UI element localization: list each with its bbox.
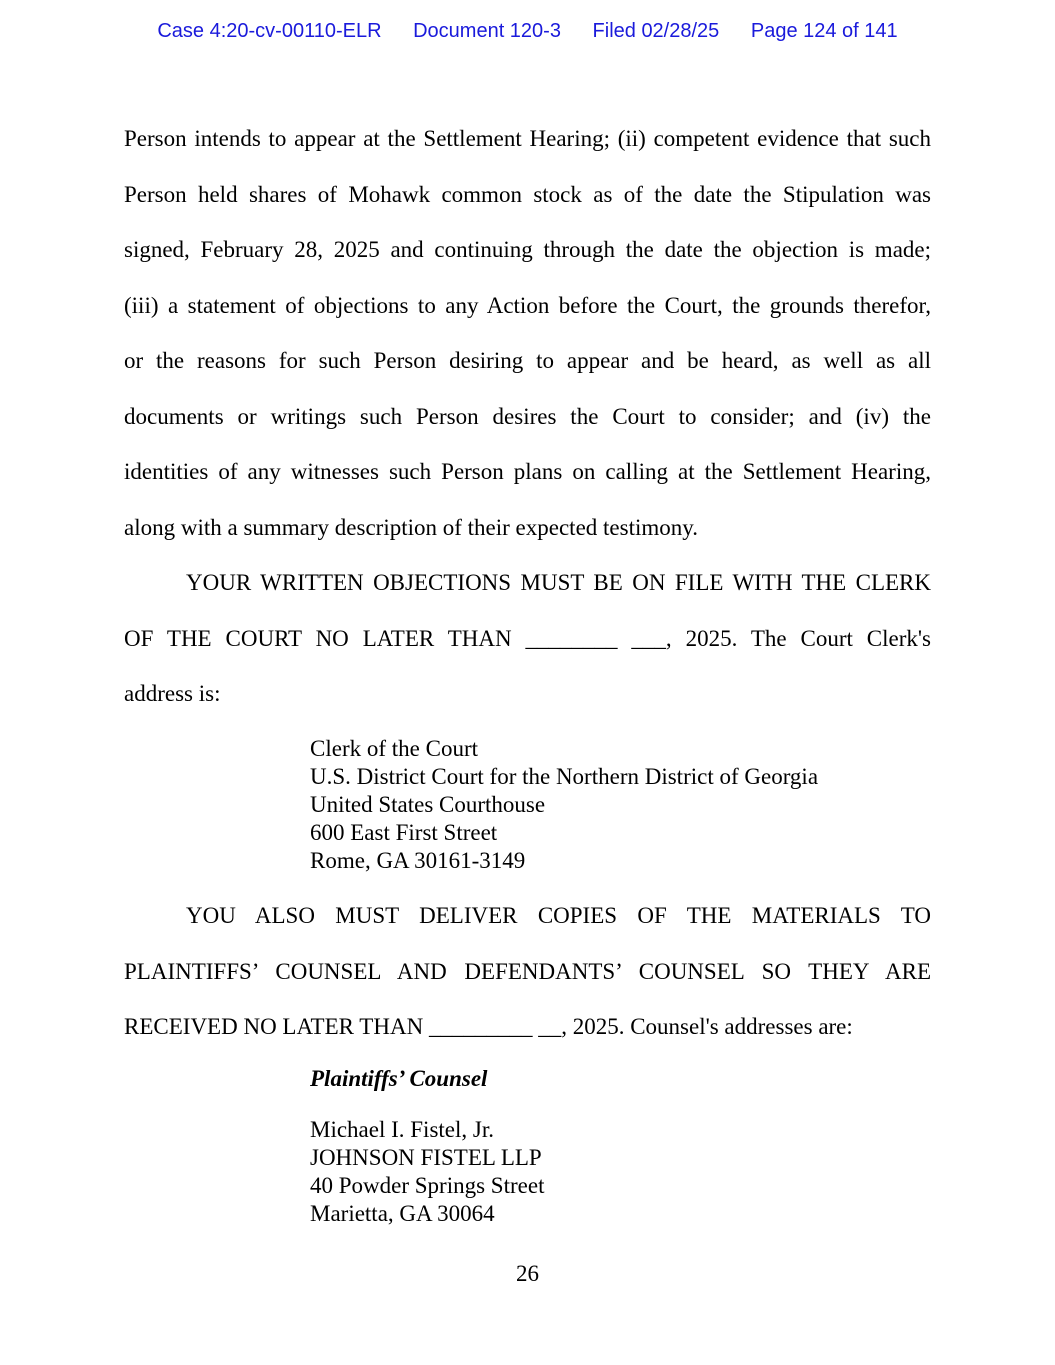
address-line: Rome, GA 30161-3149: [310, 848, 526, 873]
address-line: Clerk of the Court: [310, 736, 478, 761]
text-line: Person held shares of Mohawk common stock as of the date the Stipulation was: [124, 181, 931, 207]
address-line: Marietta, GA 30064: [310, 1201, 495, 1226]
address-line: U.S. District Court for the Northern District of Georgia: [310, 764, 819, 789]
text-line: RECEIVED NO LATER THAN _________ __, 2025. Counsel's addresses are:: [124, 1014, 853, 1039]
filed-date: Filed 02/28/25: [592, 20, 720, 42]
address-line: 600 East First Street: [310, 820, 498, 845]
page-count: Page 124 of 141: [750, 20, 898, 42]
ecf-filing-header: [0, 20, 1055, 43]
text-line: identities of any witnesses such Person plans on calling at the Settlement Hearing,: [124, 459, 931, 484]
delivery-deadline-paragraph: [124, 888, 931, 1055]
case-number: Case 4:20-cv-00110-ELR: [157, 20, 382, 42]
objection-requirements-paragraph: [124, 111, 931, 555]
text-line: YOUR WRITTEN OBJECTIONS MUST BE ON FILE WITH THE CLERK: [186, 570, 931, 595]
filing-deadline-paragraph: [124, 555, 931, 722]
text-line: PLAINTIFFS’ COUNSEL AND DEFENDANTS’ COUNSEL SO THEY ARE: [124, 958, 931, 984]
clerk-address: [310, 735, 818, 875]
address-line: 40 Powder Springs Street: [310, 1173, 545, 1198]
text-line: YOU ALSO MUST DELIVER COPIES OF THE MATERIALS TO: [186, 903, 931, 928]
text-line: documents or writings such Person desires the Court to consider; and (iv) the: [124, 403, 931, 429]
page-number: 26: [516, 1261, 539, 1286]
address-line: United States Courthouse: [310, 792, 546, 817]
plaintiffs-counsel-heading: Plaintiffs’ Counsel: [310, 1066, 488, 1091]
text-line: along with a summary description of their expected testimony.: [124, 514, 699, 540]
document-number: Document 120-3: [413, 20, 561, 42]
address-line: JOHNSON FISTEL LLP: [310, 1145, 542, 1170]
text-line: or the reasons for such Person desiring to appear and be heard, as well as all: [124, 348, 931, 373]
address-line: Michael I. Fistel, Jr.: [310, 1117, 494, 1142]
text-line: (iii) a statement of objections to any Action before the Court, the grounds therefor,: [124, 292, 931, 318]
plaintiffs-counsel-address: [310, 1116, 544, 1228]
text-line: Person intends to appear at the Settlement Hearing; (ii) competent evidence that such: [124, 126, 931, 151]
text-line: OF THE COURT NO LATER THAN ________ ___, 2025. The Court Clerk's: [124, 625, 931, 651]
text-line: signed, February 28, 2025 and continuing through the date the objection is made;: [124, 237, 931, 262]
text-line: address is:: [124, 681, 221, 706]
